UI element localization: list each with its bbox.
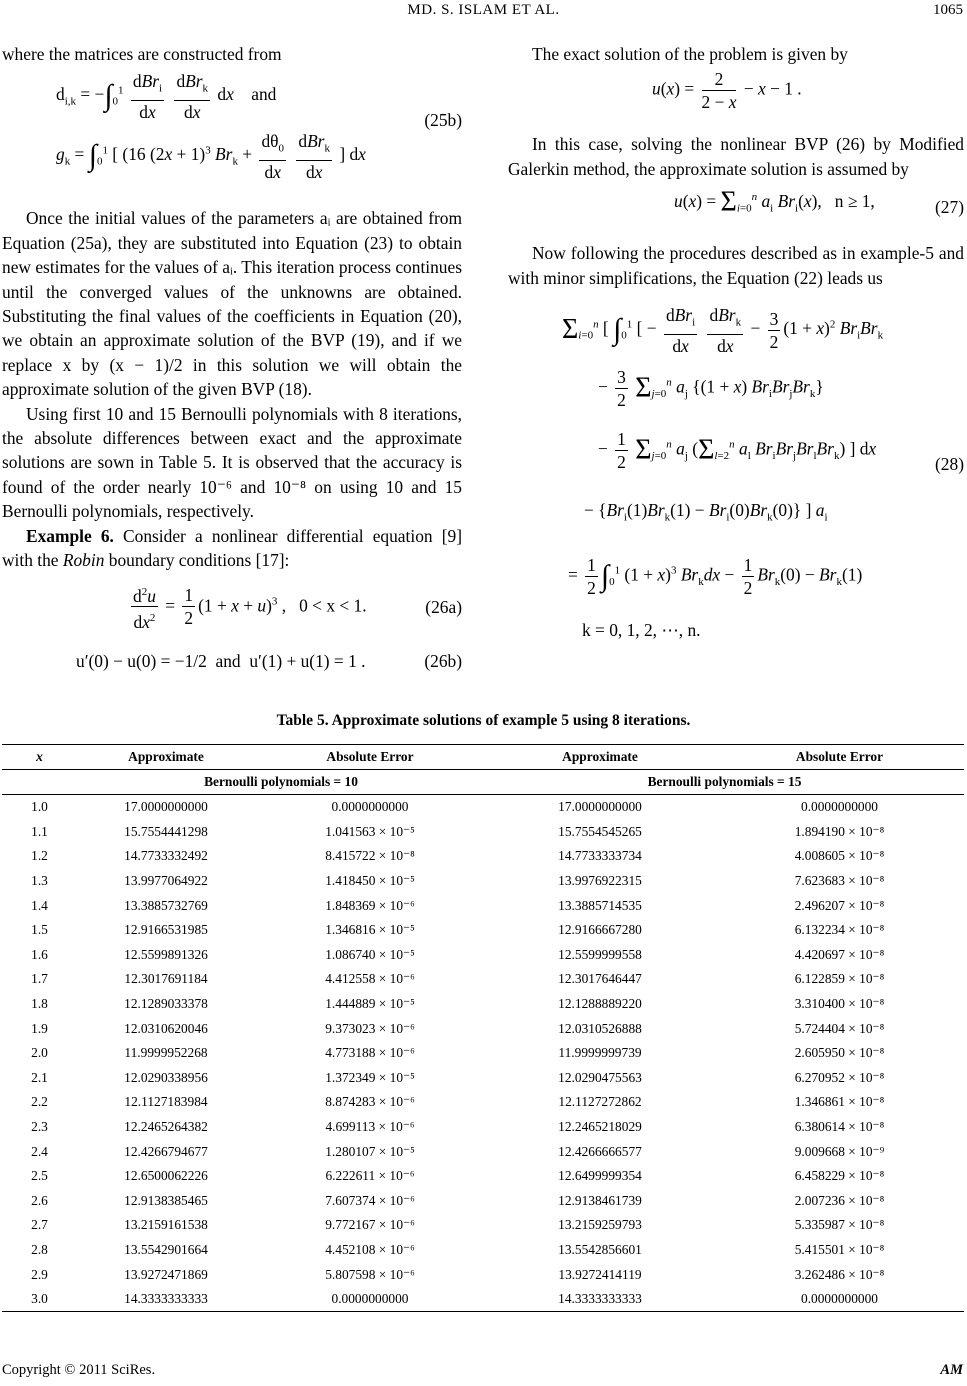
equation-25b xyxy=(2,66,462,184)
cell-error-10: 8.874283 × 10⁻⁶ xyxy=(325,1094,415,1110)
cell-x: 2.2 xyxy=(31,1094,48,1110)
equation-25b-and: and xyxy=(251,84,277,105)
exact-solution-intro: The exact solution of the problem is given by xyxy=(532,44,848,64)
cell-approx-10: 12.1289033378 xyxy=(124,996,208,1012)
cell-approx-15: 12.6499999354 xyxy=(558,1168,642,1184)
cell-x: 1.1 xyxy=(31,823,48,839)
cell-x: 1.2 xyxy=(31,848,48,864)
table-row xyxy=(2,943,964,968)
cell-error-15: 2.605950 × 10⁻⁸ xyxy=(794,1045,885,1061)
cell-error-10: 6.222611 × 10⁻⁶ xyxy=(325,1168,415,1184)
cell-x: 1.9 xyxy=(31,1020,48,1036)
cell-error-15: 9.009668 × 10⁻⁹ xyxy=(794,1143,885,1159)
table-row xyxy=(2,795,964,820)
cell-error-10: 4.412558 × 10⁻⁶ xyxy=(325,971,415,987)
cell-error-15: 1.346861 × 10⁻⁸ xyxy=(794,1094,885,1110)
cell-approx-10: 12.0310620046 xyxy=(124,1020,208,1036)
equation-26b-left: u′(0) − u(0) = −1/2 xyxy=(76,650,207,671)
table-row xyxy=(2,1262,964,1287)
cell-error-10: 1.041563 × 10⁻⁵ xyxy=(325,823,415,839)
cell-error-15: 2.007236 × 10⁻⁸ xyxy=(794,1192,885,1208)
paragraph-bernoulli-results: Using first 10 and 15 Bernoulli polynomials with 8 iterations, the absolute differences between exact and the approximate solutions are sown in Table 5. It is observed that the accuracy is found of the order nearly 10⁻⁶ and 10⁻⁸ on using 10 and 15 Bernoulli polynomials, respectively. xyxy=(2,403,462,522)
table-row xyxy=(2,1213,964,1238)
cell-approx-10: 13.5542901664 xyxy=(124,1241,208,1257)
cell-approx-15: 11.9999999739 xyxy=(558,1045,642,1061)
cell-x: 1.8 xyxy=(31,996,48,1012)
cell-error-10: 0.0000000000 xyxy=(331,799,409,815)
cell-approx-15: 13.5542856601 xyxy=(558,1241,642,1257)
cell-approx-10: 11.9999952268 xyxy=(124,1045,208,1061)
group-bernoulli-10: Bernoulli polynomials = 10 xyxy=(77,770,485,795)
cell-approx-15: 15.7554545265 xyxy=(558,823,642,839)
equation-25b-number: (25b) xyxy=(424,110,462,131)
paragraph-example-6: Example 6. Consider a nonlinear differential equation [9] with the Robin boundary conditions [17]: xyxy=(2,525,462,571)
cell-approx-15: 14.7733333734 xyxy=(558,848,642,864)
equation-25b-line2: $g_k = \int_0^1$ [ (16 $(2x + 1)^3$ $Br_k$ + $\frac{d\theta_0}{dx}$ $\frac{dBr_k}{dx}$ ] dx xyxy=(56,131,366,182)
cell-approx-15: 12.4266666577 xyxy=(558,1143,642,1159)
header-error-10: Absolute Error xyxy=(255,745,485,770)
cell-approx-10: 13.9272471869 xyxy=(124,1266,208,1282)
table-row xyxy=(2,967,964,992)
group-bernoulli-15: Bernoulli polynomials = 15 xyxy=(485,770,964,795)
cell-approx-15: 13.3885714535 xyxy=(558,897,642,913)
cell-error-15: 3.310400 × 10⁻⁸ xyxy=(794,996,885,1012)
cell-approx-15: 12.1127272862 xyxy=(558,1094,642,1110)
cell-error-10: 1.444889 × 10⁻⁵ xyxy=(325,996,415,1012)
cell-error-10: 4.773188 × 10⁻⁶ xyxy=(325,1045,415,1061)
cell-x: 1.7 xyxy=(31,971,48,987)
table-row xyxy=(2,918,964,943)
cell-x: 2.0 xyxy=(31,1045,48,1061)
cell-approx-10: 12.4266794677 xyxy=(124,1143,208,1159)
cell-approx-10: 12.5599891326 xyxy=(124,946,208,962)
cell-approx-15: 13.2159259793 xyxy=(558,1217,642,1233)
table-row xyxy=(2,1238,964,1263)
cell-error-15: 0.0000000000 xyxy=(715,1287,964,1312)
cell-approx-10: 14.7733332492 xyxy=(124,848,208,864)
equation-28-k-range: k = 0, 1, 2, ⋯, n. xyxy=(582,620,701,641)
table-group-row xyxy=(2,770,964,795)
cell-approx-10: 12.3017691184 xyxy=(124,971,208,987)
cell-error-15: 2.496207 × 10⁻⁸ xyxy=(794,897,885,913)
equation-26b-right: u′(1) + u(1) = 1 . xyxy=(249,650,366,671)
left-column xyxy=(2,42,462,679)
results-table xyxy=(2,744,964,1312)
header-approx-10: Approximate xyxy=(77,745,255,770)
header-error-15: Absolute Error xyxy=(715,745,964,770)
cell-error-10: 7.607374 × 10⁻⁶ xyxy=(325,1192,415,1208)
cell-error-15: 6.122859 × 10⁻⁸ xyxy=(794,971,885,987)
cell-approx-10: 12.6500062226 xyxy=(124,1168,208,1184)
equation-28-number: (28) xyxy=(935,454,964,475)
equation-28-rhs: = $\frac{1}{2}$ $\int_0^1$ $(1 + x)^3$ $Br_kdx$ − $\frac{1}{2}$ $Br_k(0) - Br_k(1)$ xyxy=(568,555,863,599)
cell-error-15: 3.262486 × 10⁻⁸ xyxy=(794,1266,885,1282)
cell-approx-10: 13.2159161538 xyxy=(124,1217,208,1233)
cell-error-15: 4.008605 × 10⁻⁸ xyxy=(794,848,885,864)
equation-27 xyxy=(508,181,964,237)
cell-approx-15: 12.1288889220 xyxy=(558,996,642,1012)
cell-error-15: 6.132234 × 10⁻⁸ xyxy=(794,922,885,938)
running-title: MD. S. ISLAM ET AL. xyxy=(407,2,560,18)
equation-28-term1: $\Sigma_{i=0}^n$ [ $\int_0^1$ [ − $\frac{dBr_i}{dx}$ $\frac{dBr_k}{dx}$ − $\frac{3}{2}$ $(1 + x)^2$ $Br_iBr_k$ xyxy=(562,305,884,356)
cell-error-10: 9.772167 × 10⁻⁶ xyxy=(325,1217,415,1233)
exact-solution-equation: u(x) = $\frac{2}{2 - x}$ − x − 1 . xyxy=(652,69,802,113)
cell-approx-10: 15.7554441298 xyxy=(124,823,208,839)
cell-x: 1.4 xyxy=(31,897,48,913)
cell-error-15: 6.380614 × 10⁻⁸ xyxy=(794,1119,885,1135)
equation-26b xyxy=(2,645,462,679)
table-row xyxy=(2,1164,964,1189)
cell-x: 2.1 xyxy=(31,1069,48,1085)
cell-approx-10: 12.9166531985 xyxy=(124,922,208,938)
cell-error-15: 6.458229 × 10⁻⁸ xyxy=(794,1168,885,1184)
cell-approx-10: 13.9977064922 xyxy=(124,873,208,889)
table-row xyxy=(2,1066,964,1091)
equation-26b-number: (26b) xyxy=(424,650,462,671)
cell-x: 1.6 xyxy=(31,946,48,962)
cell-error-10: 1.418450 × 10⁻⁵ xyxy=(325,873,415,889)
cell-approx-15: 12.2465218029 xyxy=(558,1119,642,1135)
paragraph-iteration: Once the initial values of the parameters aᵢ are obtained from Equation (25a), they are substituted into Equation (23) to obtain new estimates for the values of aᵢ. This iteration process continues until the converged values of the unknowns are obtained. Substituting the final values of the coefficients in Equation (20), we obtain an approximate solution of the BVP (19), and if we replace x by (x − 1)/2 in this solution we will obtain the approximate solution of the given BVP (18). xyxy=(2,208,462,400)
cell-x: 1.5 xyxy=(31,922,48,938)
right-column xyxy=(508,42,964,658)
cell-error-10: 9.373023 × 10⁻⁶ xyxy=(325,1020,415,1036)
cell-error-15: 5.335987 × 10⁻⁸ xyxy=(794,1217,885,1233)
cell-approx-15: 12.9166667280 xyxy=(558,922,642,938)
cell-error-10: 0.0000000000 xyxy=(255,1287,485,1312)
copyright: Copyright © 2011 SciRes. xyxy=(2,1362,156,1378)
cell-error-10: 4.452108 × 10⁻⁶ xyxy=(325,1241,415,1257)
cell-x: 3.0 xyxy=(2,1287,77,1312)
cell-error-10: 5.807598 × 10⁻⁶ xyxy=(325,1266,415,1282)
table-row xyxy=(2,844,964,869)
table-row xyxy=(2,1090,964,1115)
cell-error-15: 0.0000000000 xyxy=(801,799,878,815)
cell-approx-15: 12.0310526888 xyxy=(558,1020,642,1036)
cell-x: 2.3 xyxy=(31,1119,48,1135)
cell-error-10: 1.346816 × 10⁻⁵ xyxy=(325,922,415,938)
equation-26b-and: and xyxy=(215,650,241,671)
cell-error-15: 6.270952 × 10⁻⁸ xyxy=(794,1069,885,1085)
header-x: x xyxy=(2,745,77,770)
equation-28-term4: − $\{Br_i(1)Br_k(1) - Br_i(0)Br_k(0)\}$ ] $a_i$ xyxy=(584,500,828,524)
cell-error-15: 5.415501 × 10⁻⁸ xyxy=(794,1241,885,1257)
equation-26b-body xyxy=(76,649,365,673)
paragraph-following: Now following the procedures described as in example-5 and with minor simplifications, the Equation (22) leads us xyxy=(508,243,964,288)
cell-error-15: 7.623683 × 10⁻⁸ xyxy=(794,873,885,889)
cell-error-15: 1.894190 × 10⁻⁸ xyxy=(794,823,885,839)
table-row xyxy=(2,1041,964,1066)
cell-approx-15: 17.0000000000 xyxy=(558,799,642,815)
cell-approx-15: 12.0290475563 xyxy=(558,1069,642,1085)
cell-error-15: 5.724404 × 10⁻⁸ xyxy=(794,1020,885,1036)
cell-error-10: 1.848369 × 10⁻⁶ xyxy=(325,897,415,913)
equation-25b-line1: $d_{i,k} = -\int_0^1$ $\frac{dBr_i}{dx}$ $\frac{dBr_k}{dx}$ dx and xyxy=(56,71,277,122)
equation-26a-body: $\frac{d^2u}{dx^2}$ = $\frac{1}{2}$ $(1 + x + u)^3$ , 0 < x < 1. xyxy=(128,581,367,634)
cell-approx-10: 12.1127183984 xyxy=(124,1094,208,1110)
cell-x: 1.3 xyxy=(31,873,48,889)
robin-term: Robin xyxy=(62,550,105,571)
cell-x: 2.5 xyxy=(31,1168,48,1184)
cell-x: 2.4 xyxy=(31,1143,48,1159)
cell-error-10: 1.086740 × 10⁻⁵ xyxy=(325,946,415,962)
cell-x: 2.8 xyxy=(31,1241,48,1257)
table-row xyxy=(2,893,964,918)
equation-26a xyxy=(2,577,462,639)
cell-x: 2.6 xyxy=(31,1192,48,1208)
cell-error-10: 1.280107 × 10⁻⁵ xyxy=(325,1143,415,1159)
example-6-label: Example 6. xyxy=(26,525,114,546)
equation-26a-number: (26a) xyxy=(425,596,462,617)
cell-approx-15: 12.9138461739 xyxy=(558,1192,642,1208)
cell-approx-15: 12.5599999558 xyxy=(558,946,642,962)
cell-approx-10: 17.0000000000 xyxy=(124,799,208,815)
cell-approx-15: 13.9272414119 xyxy=(558,1266,642,1282)
cell-error-10: 8.415722 × 10⁻⁸ xyxy=(325,848,415,864)
cell-approx-10: 13.3885732769 xyxy=(124,897,208,913)
matrices-intro: where the matrices are constructed from xyxy=(2,44,282,64)
table-row xyxy=(2,820,964,845)
cell-error-10: 4.699113 × 10⁻⁶ xyxy=(325,1119,415,1135)
equation-28-term2: − $\frac{3}{2}$ $\Sigma_{j=0}^n$ $a_j$ {(1 + x) $Br_iBr_jBr_k$} xyxy=(598,367,824,411)
cell-error-10: 1.372349 × 10⁻⁵ xyxy=(325,1069,415,1085)
running-header xyxy=(0,0,967,22)
table-row xyxy=(2,1115,964,1140)
table-row xyxy=(2,1287,964,1312)
equation-26a-condition: 0 < x < 1. xyxy=(299,594,367,615)
table-body xyxy=(2,795,964,1312)
cell-approx-15: 14.3333333333 xyxy=(485,1287,715,1312)
cell-x: 2.9 xyxy=(31,1266,48,1282)
header-approx-15: Approximate xyxy=(485,745,715,770)
cell-x: 1.0 xyxy=(31,799,48,815)
table-caption: Table 5. Approximate solutions of example 5 using 8 iterations. xyxy=(276,712,691,729)
journal-abbrev: AM xyxy=(940,1362,963,1378)
cell-error-15: 4.420697 × 10⁻⁸ xyxy=(794,946,885,962)
equation-27-condition: n ≥ 1, xyxy=(834,191,875,212)
cell-approx-15: 12.3017646447 xyxy=(558,971,642,987)
cell-x: 2.7 xyxy=(31,1217,48,1233)
cell-approx-10: 12.9138385465 xyxy=(124,1192,208,1208)
cell-approx-10: 14.3333333333 xyxy=(77,1287,255,1312)
table-row xyxy=(2,1189,964,1214)
table-row xyxy=(2,992,964,1017)
cell-approx-10: 12.0290338956 xyxy=(124,1069,208,1085)
table-row xyxy=(2,869,964,894)
equation-27-number: (27) xyxy=(935,197,964,218)
paragraph-galerkin: In this case, solving the nonlinear BVP (26) by Modified Galerkin method, the approximate solution is assumed by xyxy=(508,134,964,179)
cell-approx-10: 12.2465264382 xyxy=(124,1119,208,1135)
table-header-row xyxy=(2,745,964,770)
table-row xyxy=(2,1139,964,1164)
cell-approx-15: 13.9976922315 xyxy=(558,873,642,889)
equation-28-term3: − $\frac{1}{2}$ $\Sigma_{j=0}^n$ $a_j$ ($\Sigma_{l=2}^n$ $a_l$ $Br_iBr_jBr_lBr_k$) ] dx xyxy=(598,429,877,473)
page-number: 1065 xyxy=(933,2,963,18)
equation-28 xyxy=(508,300,964,658)
equation-27-body: $u(x) = \Sigma_{i=0}^n$ $a_i$ $Br_i(x)$, n ≥ 1, xyxy=(674,186,875,218)
table-row xyxy=(2,1016,964,1041)
